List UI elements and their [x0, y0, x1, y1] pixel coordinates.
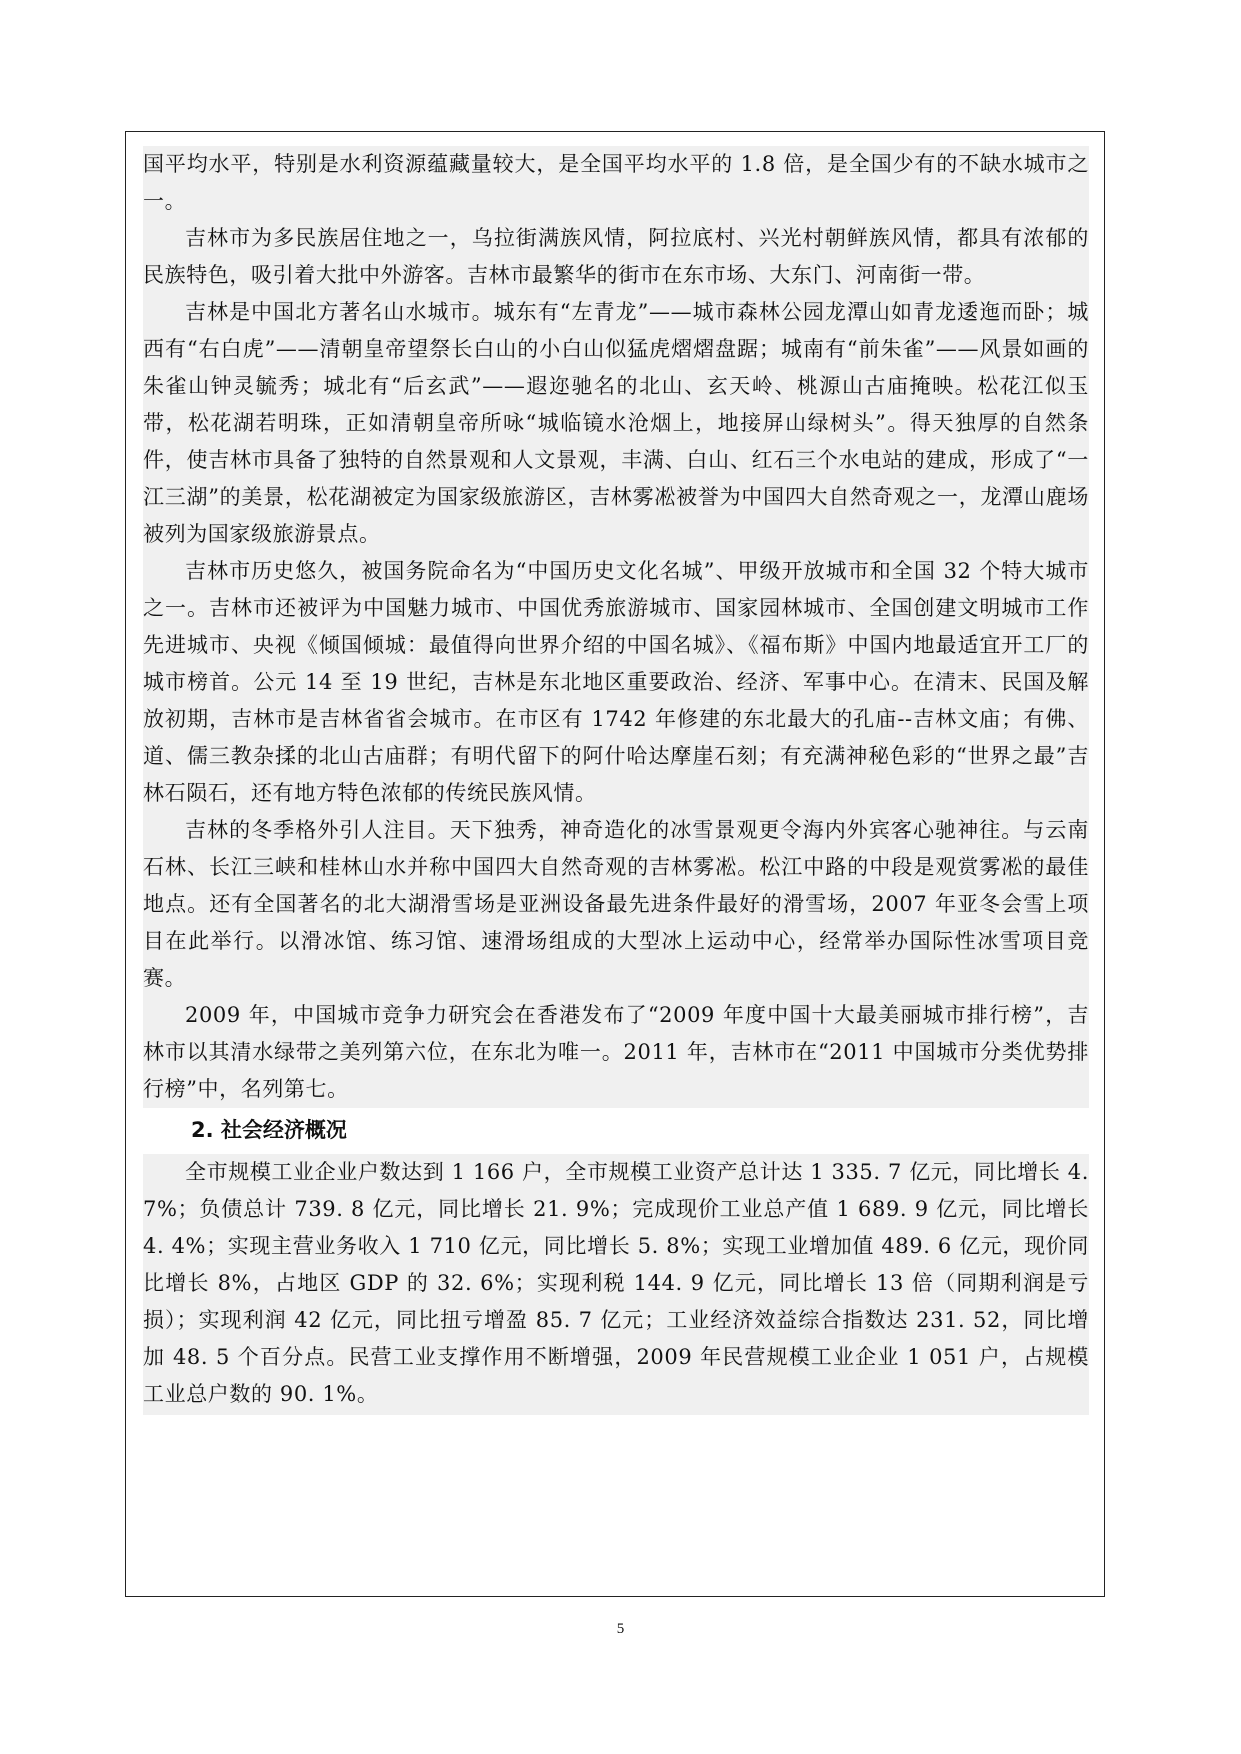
paragraph-water-resources: 国平均水平，特别是水利资源蕴藏量较大，是全国平均水平的 1.8 倍，是全国少有的不缺水城市之一。 — [143, 152, 1089, 213]
paragraph-economy: 全市规模工业企业户数达到 1 166 户，全市规模工业资产总计达 1 335. 7 亿元，同比增长 4. 7%；负债总计 739. 8 亿元，同比增长 21. 9%；完成现价工业总产值 1 689. 9 亿元，同比增长 4. 4%；实现主营业务收入 1 710 亿元，同比增长 5. 8%；实现工业增加值 489. 6 亿元，现价同比增长 8%，占地区 GDP 的 32. 6%；实现利税 144. 9 亿元，同比增长 13 倍（同期利润是亏损）；实现利润 42 亿元，同比扭亏增盈 85. 7 亿元；工业经济效益综合指数达 231. 52，同比增加 48. 5 个百分点。民营工业支撑作用不断增强，2009 年民营规模工业企业 1 051 户，占规模工业总户数的 90. 1%。 — [143, 1160, 1089, 1406]
paragraph-rankings: 2009 年，中国城市竞争力研究会在香港发布了“2009 年度中国十大最美丽城市排行榜”，吉林市以其清水绿带之美列第六位，在东北为唯一。2011 年，吉林市在“2011 中国城市分类优势排行榜”中，名列第七。 — [143, 1003, 1089, 1101]
paragraph-landscape: 吉林是中国北方著名山水城市。城东有“左青龙”——城市森林公园龙潭山如青龙逶迤而卧；城西有“右白虎”——清朝皇帝望祭长白山的小白山似猛虎熠熠盘踞；城南有“前朱雀”——风景如画的朱雀山钟灵毓秀；城北有“后玄武”——遐迩驰名的北山、玄天岭、桃源山古庙掩映。松花江似玉带，松花湖若明珠，正如清朝皇帝所咏“城临镜水沧烟上，地接屏山绿树头”。得天独厚的自然条件，使吉林市具备了独特的自然景观和人文景观，丰满、白山、红石三个水电站的建成，形成了“一江三湖”的美景，松花湖被定为国家级旅游区，吉林雾凇被誉为中国四大自然奇观之一，龙潭山鹿场被列为国家级旅游景点。 — [143, 300, 1089, 546]
section-2-text — [143, 1154, 1089, 1415]
paragraph-history: 吉林市历史悠久，被国务院命名为“中国历史文化名城”、甲级开放城市和全国 32 个特大城市之一。吉林市还被评为中国魅力城市、中国优秀旅游城市、国家园林城市、全国创建文明城市工作先进城市、央视《倾国倾城：最值得向世界介绍的中国名城》、《福布斯》中国内地最适宜开工厂的城市榜首。公元 14 至 19 世纪，吉林是东北地区重要政治、经济、军事中心。在清末、民国及解放初期，吉林市是吉林省省会城市。在市区有 1742 年修建的东北最大的孔庙--吉林文庙；有佛、道、儒三教杂揉的北山古庙群；有明代留下的阿什哈达摩崖石刻；有充满神秘色彩的“世界之最”吉林石陨石，还有地方特色浓郁的传统民族风情。 — [143, 559, 1089, 805]
page-number: 5 — [616, 1621, 625, 1637]
paragraph-winter: 吉林的冬季格外引人注目。天下独秀，神奇造化的冰雪景观更令海内外宾客心驰神往。与云南石林、长江三峡和桂林山水并称中国四大自然奇观的吉林雾凇。松江中路的中段是观赏雾凇的最佳地点。还有全国著名的北大湖滑雪场是亚洲设备最先进条件最好的滑雪场，2007 年亚冬会雪上项目在此举行。以滑冰馆、练习馆、速滑场组成的大型冰上运动中心，经常举办国际性冰雪项目竞赛。 — [143, 818, 1089, 990]
section-2-heading: 2. 社会经济概况 — [191, 1118, 347, 1142]
document-body — [143, 146, 1089, 1415]
paragraph-ethnic-groups: 吉林市为多民族居住地之一，乌拉街满族风情，阿拉底村、兴光村朝鲜族风情，都具有浓郁的民族特色，吸引着大批中外游客。吉林市最繁华的街市在东市场、大东门、河南街一带。 — [143, 226, 1089, 287]
section-1-text — [143, 146, 1089, 1108]
